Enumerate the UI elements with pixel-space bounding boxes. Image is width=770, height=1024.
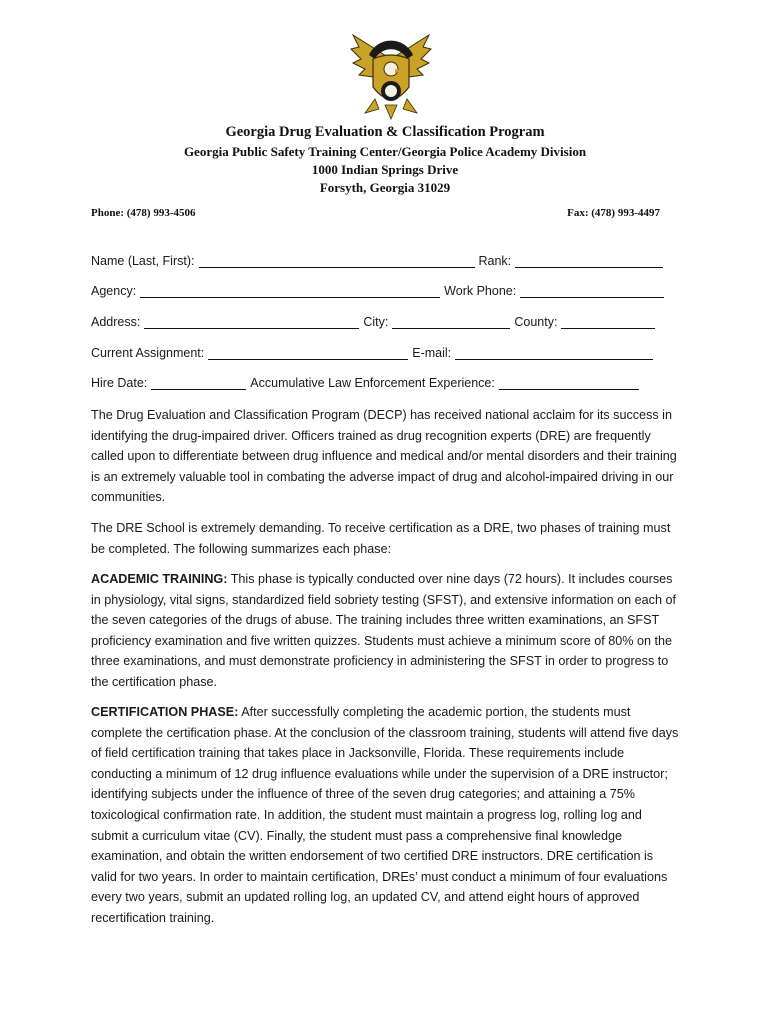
county-field[interactable] (561, 315, 655, 329)
form-row-assignment (91, 346, 681, 360)
fax-number: Fax: (478) 993-4497 (567, 207, 660, 219)
academic-training-paragraph (91, 569, 681, 693)
agency-field[interactable] (140, 284, 440, 298)
organization-name: Georgia Public Safety Training Center/Georgia Police Academy Division (183, 144, 587, 159)
name-label: Name (Last, First): (91, 254, 195, 268)
hire-date-field[interactable] (151, 376, 246, 390)
certification-phase-text: After successfully completing the academic portion, the students must complete the certification phase. At the conclusion of the classroom training, students will attend five days of field certification training that takes place in Jacksonville, Florida. These requirements include conducting a minimum of 12 drug influence evaluations while under the supervision of a DRE instructor; identifying subjects under the influence of three of the seven drug categories; and attaining a 75% toxicological confirmation rate. In addition, the student must maintain a progress log, rolling log and submit a curriculum vitae (CV). Finally, the student must pass a comprehensive final knowledge examination, and obtain the written endorsement of two certified DRE instructors. DRE certification is valid for two years. In order to maintain certification, DREs’ must conduct a minimum of four evaluations every two years, submit an updated rolling log, an updated CV, and attend eight hours of approved recertification training. (91, 705, 679, 925)
form-row-agency (91, 284, 681, 298)
work-phone-field[interactable] (520, 284, 664, 298)
phone-number: Phone: (478) 993-4506 (91, 207, 196, 219)
form-row-name (91, 254, 681, 268)
address-label: Address: (91, 315, 141, 329)
address-field[interactable] (144, 315, 359, 329)
assignment-field[interactable] (208, 346, 408, 360)
form-row-hire (91, 376, 681, 390)
name-field[interactable] (199, 254, 475, 268)
agency-label: Agency: (91, 284, 137, 298)
form-row-address (91, 315, 681, 329)
city-field[interactable] (392, 315, 510, 329)
certification-phase-heading: CERTIFICATION PHASE: (91, 705, 239, 719)
street-address: 1000 Indian Springs Drive (311, 162, 459, 177)
hire-date-label: Hire Date: (91, 376, 148, 390)
experience-label: Accumulative Law Enforcement Experience: (250, 376, 495, 390)
county-label: County: (514, 315, 558, 329)
city-state-zip: Forsyth, Georgia 31029 (319, 180, 451, 195)
intro-paragraph: The Drug Evaluation and Classification Program (DECP) has received national acclaim for its success in identifying the drug-impaired driver. Officers trained as drug recognition experts (DRE) are frequently called upon to differentiate between drug influence and medical and/or mental disorders and their training is an extremely valuable tool in combating the adverse impact of drug and alcohol-impaired driving in our communities. (91, 408, 677, 505)
rank-field[interactable] (515, 254, 663, 268)
city-label: City: (363, 315, 389, 329)
certification-phase-paragraph (91, 702, 681, 929)
work-phone-label: Work Phone: (444, 284, 517, 298)
experience-field[interactable] (499, 376, 639, 390)
email-field[interactable] (455, 346, 653, 360)
school-paragraph: The DRE School is extremely demanding. To receive certification as a DRE, two phases of training must be completed. The following summarizes each phase: (91, 521, 671, 556)
email-label: E-mail: (412, 346, 452, 360)
academic-training-text: This phase is typically conducted over nine days (72 hours). It includes courses in physiology, vital signs, standardized field sobriety testing (SFST), and extensive information on each of the seven categories of the drugs of abuse. The training includes three written examinations, an SFST proficiency examination and five written quizzes. Students must achieve a minimum score of 80% on the three examinations, and must demonstrate proficiency in administering the SFST in order to progress to the certification phase. (91, 572, 676, 689)
program-badge-logo (349, 29, 433, 121)
rank-label: Rank: (478, 254, 512, 268)
program-title: Georgia Drug Evaluation & Classification Program (225, 124, 545, 140)
assignment-label: Current Assignment: (91, 346, 205, 360)
academic-training-heading: ACADEMIC TRAINING: (91, 572, 228, 586)
